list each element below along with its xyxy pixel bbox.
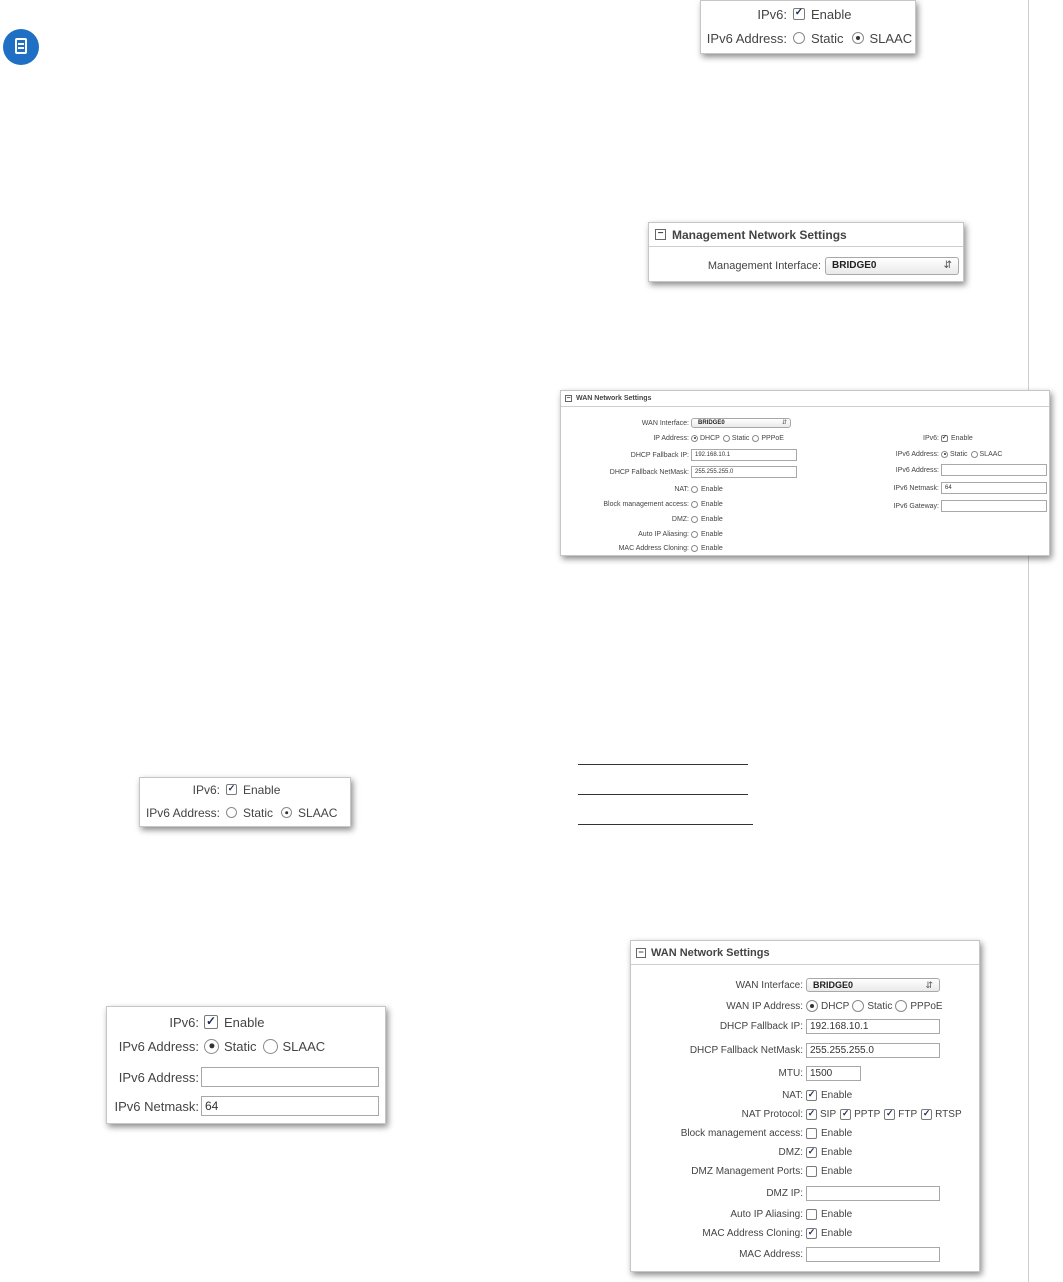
sip-checkbox[interactable] <box>806 1109 817 1120</box>
mac-cloning-label: MAC Address Cloning: <box>618 544 689 552</box>
ipv6-address-label: IPv6 Address: <box>706 30 787 46</box>
block-enable-radio[interactable] <box>691 501 698 508</box>
management-interface-label: Management Interface: <box>707 260 821 272</box>
ip-address-label: IP Address: <box>653 434 689 442</box>
dmz-ports-enable-checkbox[interactable] <box>806 1166 817 1177</box>
nat-protocol-label: NAT Protocol: <box>741 1108 803 1120</box>
block-enable-checkbox[interactable] <box>806 1128 817 1139</box>
static-label: Static <box>867 1000 893 1012</box>
ipv6-gateway-label: IPv6 Gateway: <box>893 502 939 510</box>
ipv6-label: IPv6: <box>192 782 220 797</box>
dmz-ports-enable-label: Enable <box>821 1165 853 1177</box>
pppoe-label: PPPoE <box>910 1000 943 1012</box>
sip-label: SIP <box>820 1108 837 1120</box>
ipv6-label: IPv6: <box>757 6 787 22</box>
ipv6-static-radio[interactable] <box>204 1039 219 1054</box>
ipv6-enable-checkbox[interactable] <box>793 8 805 20</box>
nat-enable-checkbox[interactable] <box>806 1090 817 1101</box>
pppoe-label: PPPoE <box>761 434 784 442</box>
ipv6-label: IPv6: <box>923 434 939 442</box>
clone-enable-radio[interactable] <box>691 545 698 552</box>
mac-address-input[interactable] <box>806 1247 940 1262</box>
blank-line-2 <box>578 794 748 795</box>
rtsp-label: RTSP <box>935 1108 962 1120</box>
ipv6-static-panel <box>106 1006 386 1124</box>
ipv6-enable-checkbox[interactable] <box>941 435 948 442</box>
wan-ip-address-label: WAN IP Address: <box>726 1000 803 1012</box>
dmz-label: DMZ: <box>778 1146 803 1158</box>
ipv6-slaac-radio[interactable] <box>852 32 864 44</box>
block-management-label: Block management access: <box>680 1127 803 1139</box>
ipv6-enable-label: Enable <box>243 782 281 797</box>
ipv6-address-field-label: IPv6 Address: <box>895 466 939 474</box>
nat-label: NAT: <box>782 1089 803 1101</box>
dmz-ip-label: DMZ IP: <box>766 1188 803 1199</box>
fallback-ip-input[interactable]: 192.168.10.1 <box>806 1019 940 1034</box>
fallback-netmask-input[interactable]: 255.255.255.0 <box>691 466 797 478</box>
dmz-management-ports-label: DMZ Management Ports: <box>691 1165 803 1177</box>
auto-ip-aliasing-label: Auto IP Aliasing: <box>638 530 689 538</box>
ipv6-address-mode-label: IPv6 Address: <box>895 450 939 458</box>
ipv6-static-radio[interactable] <box>793 32 805 44</box>
ipv6-static-label: Static <box>224 1038 257 1054</box>
mtu-input[interactable]: 1500 <box>806 1066 861 1081</box>
blank-line-1 <box>578 764 748 765</box>
dmz-enable-radio[interactable] <box>691 516 698 523</box>
dhcp-label: DHCP <box>700 434 720 442</box>
pptp-label: PPTP <box>854 1108 881 1120</box>
nat-enable-label: Enable <box>821 1089 853 1101</box>
nat-label: NAT: <box>674 485 689 493</box>
ipv6-slaac-panel-bottom <box>139 777 351 827</box>
dmz-enable-label: Enable <box>701 515 723 523</box>
block-enable-label: Enable <box>821 1127 853 1139</box>
dmz-enable-checkbox[interactable] <box>806 1147 817 1158</box>
ipv6-slaac-label: SLAAC <box>298 805 338 820</box>
dhcp-radio[interactable] <box>806 1000 818 1012</box>
ipv6-address-mode-label: IPv6 Address: <box>118 1038 199 1054</box>
ipv6-label: IPv6: <box>169 1014 199 1030</box>
wan-large-title: WAN Network Settings <box>651 946 770 959</box>
nat-enable-radio[interactable] <box>691 486 698 493</box>
wan-network-settings-panel-large <box>630 940 980 1272</box>
pppoe-radio[interactable] <box>895 1000 907 1012</box>
dmz-label: DMZ: <box>671 515 689 523</box>
ipv6-slaac-label: SLAAC <box>979 450 1003 458</box>
ftp-label: FTP <box>898 1108 918 1120</box>
ipv6-enable-label: Enable <box>811 6 852 22</box>
ipv6-slaac-radio[interactable] <box>263 1039 278 1054</box>
dhcp-label: DHCP <box>821 1000 850 1012</box>
fallback-netmask-label: DHCP Fallback NetMask: <box>689 1045 803 1056</box>
mac-address-label: MAC Address: <box>739 1249 803 1260</box>
ipv6-enable-checkbox[interactable] <box>226 784 237 795</box>
clone-enable-label: Enable <box>701 544 723 552</box>
mac-cloning-label: MAC Address Cloning: <box>702 1227 803 1239</box>
fallback-ip-label: DHCP Fallback IP: <box>630 451 689 459</box>
fallback-netmask-input[interactable]: 255.255.255.0 <box>806 1043 940 1058</box>
ipv6-slaac-label: SLAAC <box>282 1038 326 1054</box>
wan-interface-select[interactable] <box>691 418 791 428</box>
ipv6-gateway-input[interactable] <box>941 500 1047 512</box>
auto-ip-aliasing-label: Auto IP Aliasing: <box>730 1208 803 1220</box>
ipv6-static-label: Static <box>243 805 274 820</box>
clone-enable-label: Enable <box>821 1227 853 1239</box>
block-management-label: Block management access: <box>603 500 689 508</box>
rtsp-checkbox[interactable] <box>921 1109 932 1120</box>
note-icon <box>3 29 39 65</box>
block-enable-label: Enable <box>701 500 723 508</box>
collapse-icon[interactable]: − <box>566 395 571 402</box>
ftp-checkbox[interactable] <box>884 1109 895 1120</box>
ipv6-slaac-panel-top <box>700 0 916 54</box>
alias-enable-label: Enable <box>701 530 723 538</box>
static-label: Static <box>731 434 750 442</box>
pppoe-radio[interactable] <box>752 435 759 442</box>
wan-interface-select[interactable] <box>806 978 940 992</box>
ipv6-slaac-label: SLAAC <box>869 30 913 46</box>
fallback-netmask-label: DHCP Fallback NetMask: <box>609 468 689 476</box>
fallback-ip-label: DHCP Fallback IP: <box>719 1021 803 1032</box>
fallback-ip-input[interactable]: 192.168.10.1 <box>691 449 797 461</box>
ipv6-static-label: Static <box>950 450 968 458</box>
management-network-settings-panel <box>648 222 964 282</box>
dmz-ip-input[interactable] <box>806 1186 940 1201</box>
ipv6-slaac-radio[interactable] <box>971 451 978 458</box>
page-divider-line <box>1028 0 1029 1282</box>
ipv6-enable-label: Enable <box>224 1014 265 1030</box>
ipv6-enable-checkbox[interactable] <box>204 1015 218 1029</box>
ipv6-enable-label: Enable <box>951 434 973 442</box>
alias-enable-checkbox[interactable] <box>806 1209 817 1220</box>
mtu-label: MTU: <box>778 1068 803 1079</box>
management-interface-select[interactable] <box>825 257 959 275</box>
management-panel-title: Management Network Settings <box>672 227 847 242</box>
wan-interface-value: BRIDGE0 <box>698 420 725 426</box>
ipv6-static-label: Static <box>811 30 844 46</box>
blank-line-3 <box>578 824 753 825</box>
ipv6-netmask-label: IPv6 Netmask: <box>893 484 939 492</box>
wan-small-title: WAN Network Settings <box>576 395 652 402</box>
wan-interface-label: WAN Interface: <box>641 419 689 427</box>
ipv6-static-radio[interactable] <box>226 807 237 818</box>
static-radio[interactable] <box>852 1000 864 1012</box>
dmz-enable-label: Enable <box>821 1146 853 1158</box>
wan-interface-label: WAN Interface: <box>735 979 803 991</box>
management-interface-value: BRIDGE0 <box>832 260 877 271</box>
clone-enable-checkbox[interactable] <box>806 1228 817 1239</box>
select-arrows-icon: ⇵ <box>781 420 787 426</box>
collapse-icon[interactable]: − <box>636 948 646 958</box>
ipv6-netmask-input[interactable]: 64 <box>941 482 1047 494</box>
nat-enable-label: Enable <box>701 485 723 493</box>
management-panel-header <box>649 223 963 247</box>
dhcp-radio[interactable] <box>691 435 698 442</box>
ipv6-slaac-radio[interactable] <box>281 807 292 818</box>
ipv6-address-label: IPv6 Address: <box>145 805 220 820</box>
ipv6-address-field-label: IPv6 Address: <box>118 1069 199 1085</box>
ipv6-static-radio[interactable] <box>941 451 948 458</box>
pptp-checkbox[interactable] <box>840 1109 851 1120</box>
collapse-icon[interactable]: − <box>655 229 666 240</box>
select-arrows-icon: ⇵ <box>925 980 933 990</box>
ipv6-netmask-input[interactable]: 64 <box>201 1096 379 1116</box>
ipv6-netmask-label: IPv6 Netmask: <box>114 1098 199 1114</box>
wan-large-header <box>631 941 979 965</box>
alias-enable-label: Enable <box>821 1208 853 1220</box>
ipv6-address-input[interactable] <box>941 464 1047 476</box>
static-radio[interactable] <box>723 435 730 442</box>
wan-interface-value: BRIDGE0 <box>813 980 854 990</box>
select-arrows-icon: ⇵ <box>943 260 952 271</box>
wan-small-header <box>561 391 1049 407</box>
alias-enable-radio[interactable] <box>691 531 698 538</box>
wan-network-settings-panel-small <box>560 390 1050 556</box>
ipv6-address-input[interactable] <box>201 1067 379 1087</box>
